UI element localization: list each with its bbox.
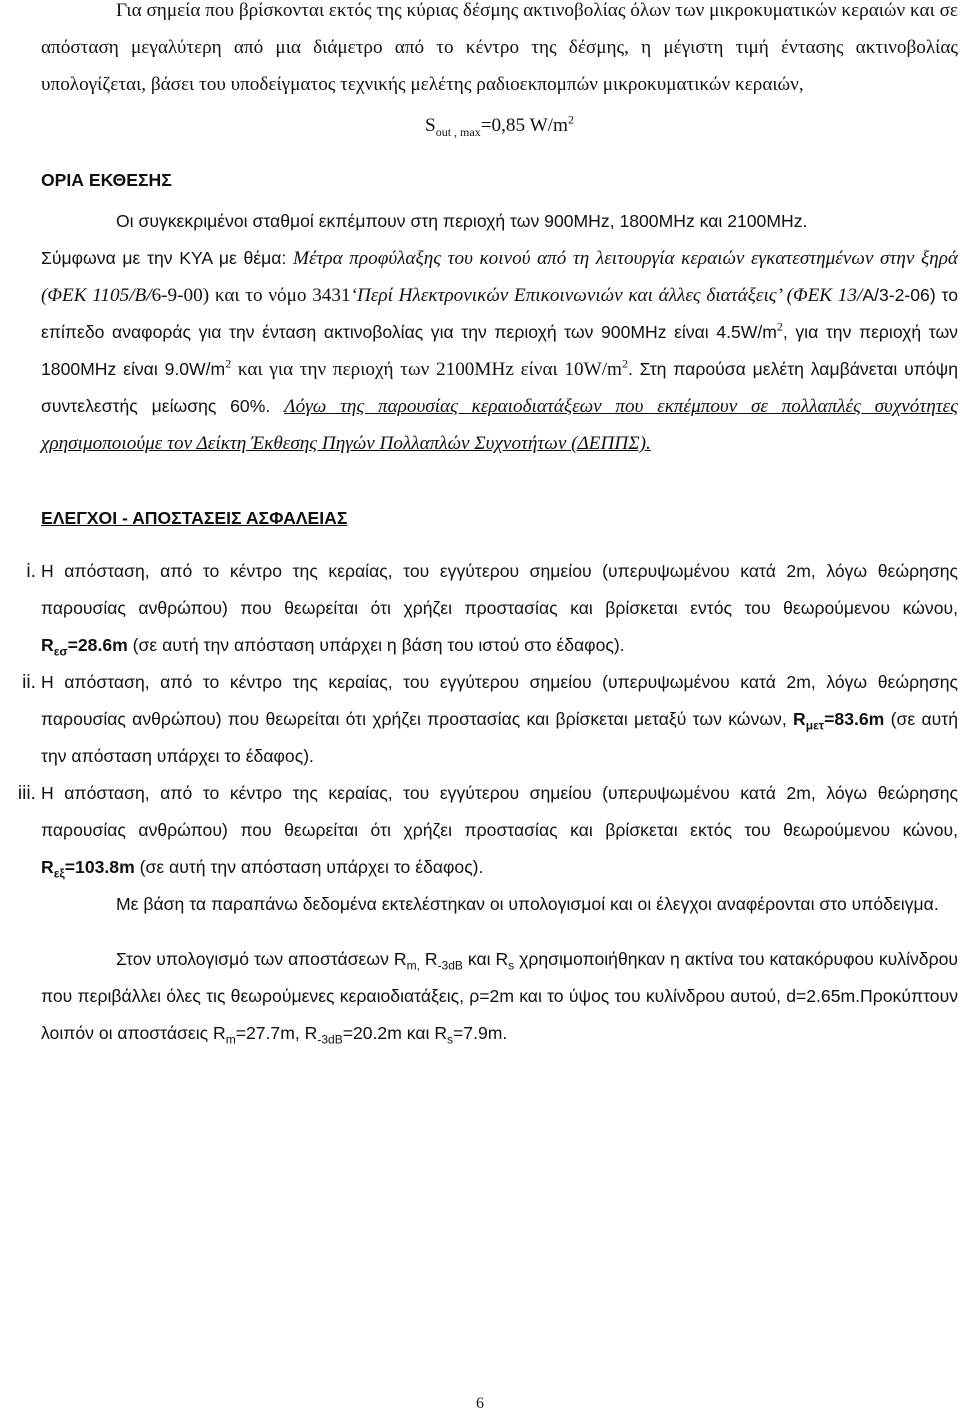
document-page: [17, 0, 959, 1052]
intro-paragraph: Για σημεία που βρίσκονται εκτός της κύριας δέσμης ακτινοβολίας όλων των μικροκυματικών κεραιών και σε απόσταση μεγαλύτερη από μια διάμετρο από το κέντρο της δέσμης, η μέγιστη τιμή έντασης ακτινοβολίας υπολογίζεται, βάσει του υποδείγματος τεχνικής μελέτης ραδιοεκπομπών μικροκυματικών κεραιών,: [41, 0, 958, 95]
distance-checks-list: [17, 553, 958, 886]
heading-safety-checks: ΕΛΕΓΧΟΙ - ΑΠΟΣΤΑΣΕΙΣ ΑΣΦΑΛΕΙΑΣ: [41, 508, 348, 528]
calculations-paragraph: Με βάση τα παραπάνω δεδομένα εκτελέστηκαν οι υπολογισμοί και οι έλεγχοι αναφέρονται στο υπόδειγμα.: [116, 894, 939, 914]
distances-paragraph: Στον υπολογισμό των αποστάσεων $R_{m,}$ $R_{-3dB}$ και $R_s$ χρησιμοποιήθηκαν η ακτίνα του κατακόρυφου κυλίνδρου που περιβάλλει όλες τις θεωρούμενες κεραιοδιατάξεις, ρ=2m και το ύψος του κυλίνδρου αυτού, d=2.65m.Προκύπτουν λοιπόν οι αποστάσεις $R_m=27.7m$, $R_{-3dB}=20.2m$ και $R_s=7.9m$.: [41, 949, 958, 1047]
list-number: i.: [26, 561, 36, 582]
list-item: iii. Η απόσταση, από το κέντρο της κεραίας, του εγγύτερου σημείου (υπερυψωμένου κατά 2m, λόγω θεώρησης παρουσίας ανθρώπου) που θεωρείται ότι χρήζει προστασίας και βρίσκεται εκτός του θεωρούμενου κώνου, $R_{\varepsilon\xi}=103.8m$ (σε αυτή την απόσταση υπάρχει το έδαφος).: [41, 775, 958, 886]
list-number: ii.: [22, 672, 36, 693]
list-number: iii.: [17, 783, 36, 804]
regulation-paragraph: Σύμφωνα με την ΚΥΑ με θέμα: Μέτρα προφύλαξης του κοινού από τη λειτουργία κεραιών εγκατεστημένων στην ξηρά (ΦΕΚ 1105/Β/6-9-00) και το νόμο 3431‘Περί Ηλεκτρονικών Επικοινωνιών και άλλες διατάξεις’ (ΦΕΚ 13/Α/3-2-06) το επίπεδο αναφοράς για την ένταση ακτινοβολίας για την περιοχή των 900MHz είναι $4.5W/m^2$, για την περιοχή των 1800MHz είναι $9.0W/m^2$ και για την περιοχή των 2100MHz είναι $10W/m^2$. Στη παρούσα μελέτη λαμβάνεται υπόψη συντελεστής μείωσης 60%. Λόγω της παρουσίας κεραιοδιατάξεων που εκπέμπουν σε πολλαπλές συχνότητες χρησιμοποιούμε τον Δείκτη Έκθεσης Πηγών Πολλαπλών Συχνοτήτων (ΔΕΠΠΣ).: [41, 248, 959, 454]
list-item: i. Η απόσταση, από το κέντρο της κεραίας, του εγγύτερου σημείου (υπερυψωμένου κατά 2m, λόγω θεώρησης παρουσίας ανθρώπου) που θεωρείται ότι χρήζει προστασίας και βρίσκεται εντός του θεωρούμενου κώνου, $R_{\varepsilon\sigma}=28.6m$ (σε αυτή την απόσταση υπάρχει η βάση του ιστού στο έδαφος).: [41, 553, 958, 664]
heading-exposure-limits: ΟΡΙΑ ΕΚΘΕΣΗΣ: [41, 170, 172, 190]
list-item: ii. Η απόσταση, από το κέντρο της κεραίας, του εγγύτερου σημείου (υπερυψωμένου κατά 2m, λόγω θεώρησης παρουσίας ανθρώπου) που θεωρείται ότι χρήζει προστασίας και βρίσκεται μεταξύ των κώνων, $R_{\mu\varepsilon\tau}=83.6m$ (σε αυτή την απόσταση υπάρχει το έδαφος).: [41, 664, 958, 775]
power-density-formula: $S_{out , max}=0,85$ $W/m^2$: [425, 112, 574, 139]
page-number: 6: [476, 1395, 484, 1412]
frequencies-paragraph: Οι συγκεκριμένοι σταθμοί εκπέμπουν στη περιοχή των 900MHz, 1800MHz και 2100MHz.: [116, 211, 808, 231]
